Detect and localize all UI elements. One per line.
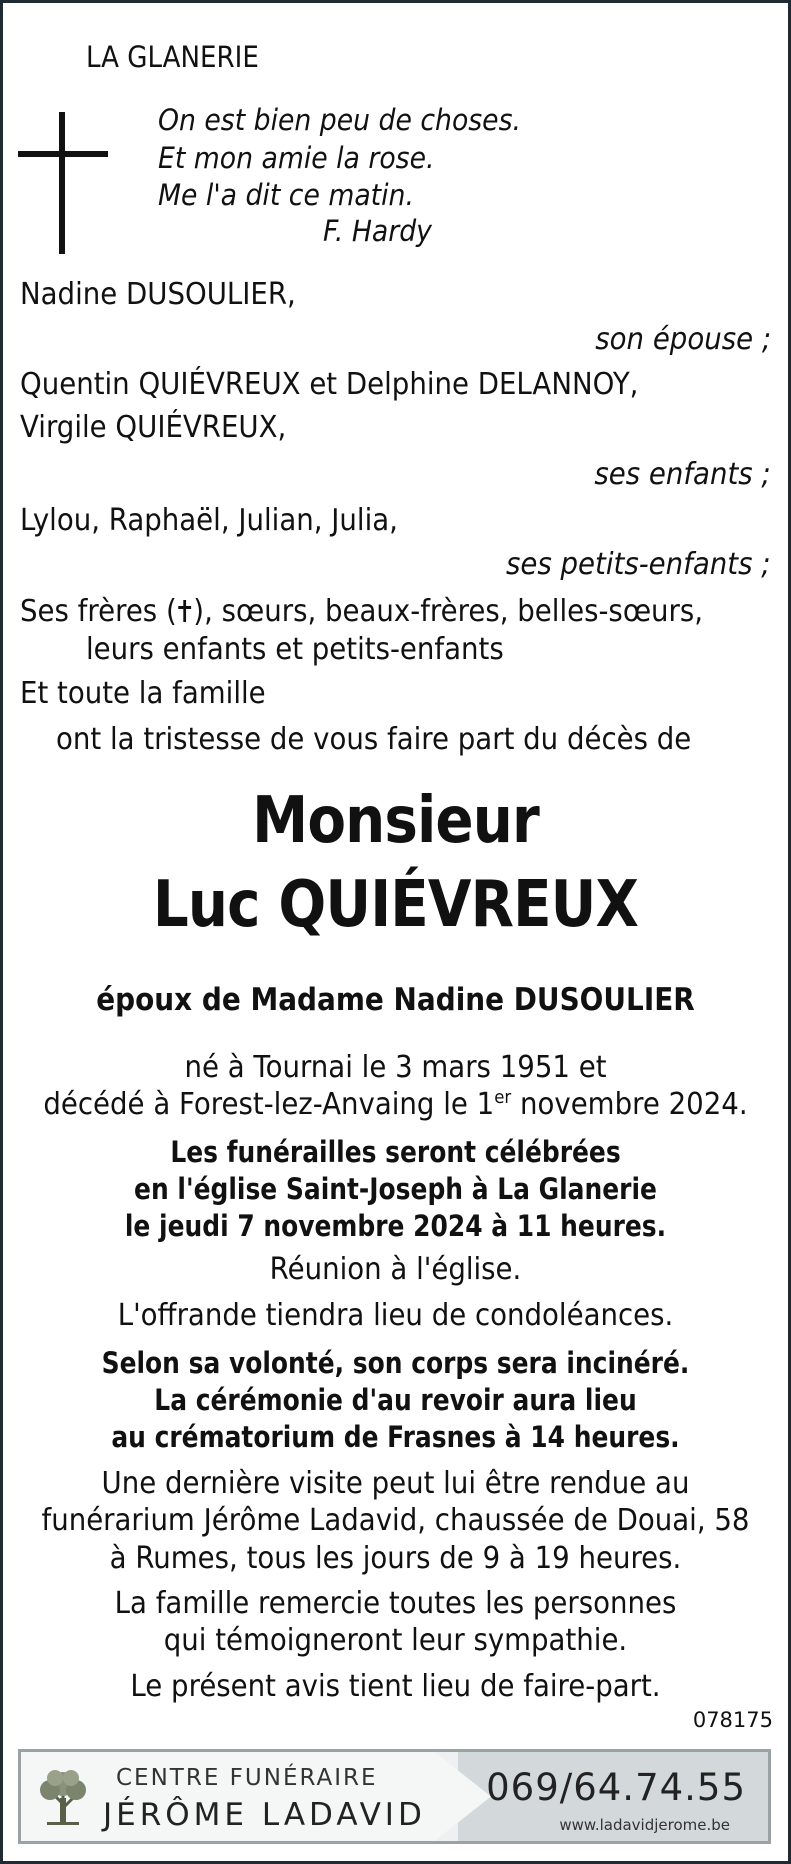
meeting: Réunion à l'église.	[269, 1252, 522, 1287]
thanks-line-2: qui témoigneront leur sympathie.	[163, 1623, 628, 1658]
offering: L'offrande tiendra lieu de condoléances.	[117, 1298, 674, 1333]
visit-line-3: à Rumes, tous les jours de 9 à 19 heures.	[109, 1541, 682, 1576]
tree-logo-icon	[33, 1764, 93, 1834]
cremation-line-3: au crématorium de Frasnes à 14 heures.	[111, 1420, 680, 1454]
cremation-line-1: Selon sa volonté, son corps sera incinéré.	[101, 1346, 690, 1380]
spouse-of: époux de Madame Nadine DUSOULIER	[96, 982, 695, 1018]
children-role: ses enfants ;	[594, 457, 771, 492]
visit-line-1: Une dernière visite peut lui être rendue au	[101, 1466, 690, 1501]
poem-line-3: Me l'a dit ce matin.	[158, 178, 414, 212]
grandchildren-role: ses petits-enfants ;	[506, 547, 771, 582]
funeral-home-banner	[18, 1749, 771, 1844]
deceased-name: Luc QUIÉVREUX	[152, 868, 639, 942]
died-date: novembre 2024.	[511, 1087, 748, 1122]
funeral-home-label: CENTRE FUNÉRAIRE	[116, 1765, 378, 1791]
cremation-line-2: La cérémonie d'au revoir aura lieu	[154, 1383, 637, 1417]
poem-line-2: Et mon amie la rose.	[158, 141, 435, 175]
poem-line-1: On est bien peu de choses.	[158, 103, 521, 137]
child-2: Virgile QUIÉVREUX,	[20, 410, 287, 445]
announce: ont la tristesse de vous faire part du décès de	[56, 722, 692, 757]
born-line: né à Tournai le 3 mars 1951 et	[184, 1050, 607, 1085]
spouse-role: son épouse ;	[595, 322, 771, 357]
funeral-line-2: en l'église Saint-Joseph à La Glanerie	[134, 1172, 657, 1206]
funeral-home-name: JÉRÔME LADAVID	[103, 1797, 426, 1833]
funeral-line-3: le jeudi 7 novembre 2024 à 11 heures.	[124, 1209, 667, 1243]
poem-author: F. Hardy	[323, 214, 432, 248]
notice: Le présent avis tient lieu de faire-part.	[130, 1669, 661, 1704]
child-1: Quentin QUIÉVREUX et Delphine DELANNOY,	[20, 367, 639, 402]
siblings-text-before: Ses frères (	[20, 594, 177, 629]
grandchildren: Lylou, Raphaël, Julian, Julia,	[20, 503, 398, 538]
thanks-line-1: La famille remercie toutes les personnes	[114, 1586, 677, 1621]
family-all: Et toute la famille	[20, 676, 266, 711]
reference-number: 078175	[692, 1708, 773, 1732]
small-cross-icon	[177, 596, 194, 631]
died-sup: er	[494, 1087, 512, 1108]
deceased-title: Monsieur	[252, 784, 539, 858]
died-line	[32, 1087, 760, 1122]
phone-number: 069/64.74.55	[486, 1766, 746, 1809]
siblings-line-1	[20, 594, 703, 631]
died-text: décédé à Forest-lez-Anvaing le 1	[43, 1087, 495, 1122]
website[interactable]: www.ladavidjerome.be	[559, 1816, 730, 1834]
funeral-line-1: Les funérailles seront célébrées	[170, 1135, 621, 1169]
spouse-name: Nadine DUSOULIER,	[20, 277, 296, 312]
visit-line-2: funérarium Jérôme Ladavid, chaussée de Douai, 58	[41, 1503, 750, 1538]
siblings-line-2: leurs enfants et petits-enfants	[86, 632, 504, 667]
siblings-text-after: ), sœurs, beaux-frères, belles-sœurs,	[193, 594, 704, 629]
place-name: LA GLANERIE	[86, 40, 259, 74]
